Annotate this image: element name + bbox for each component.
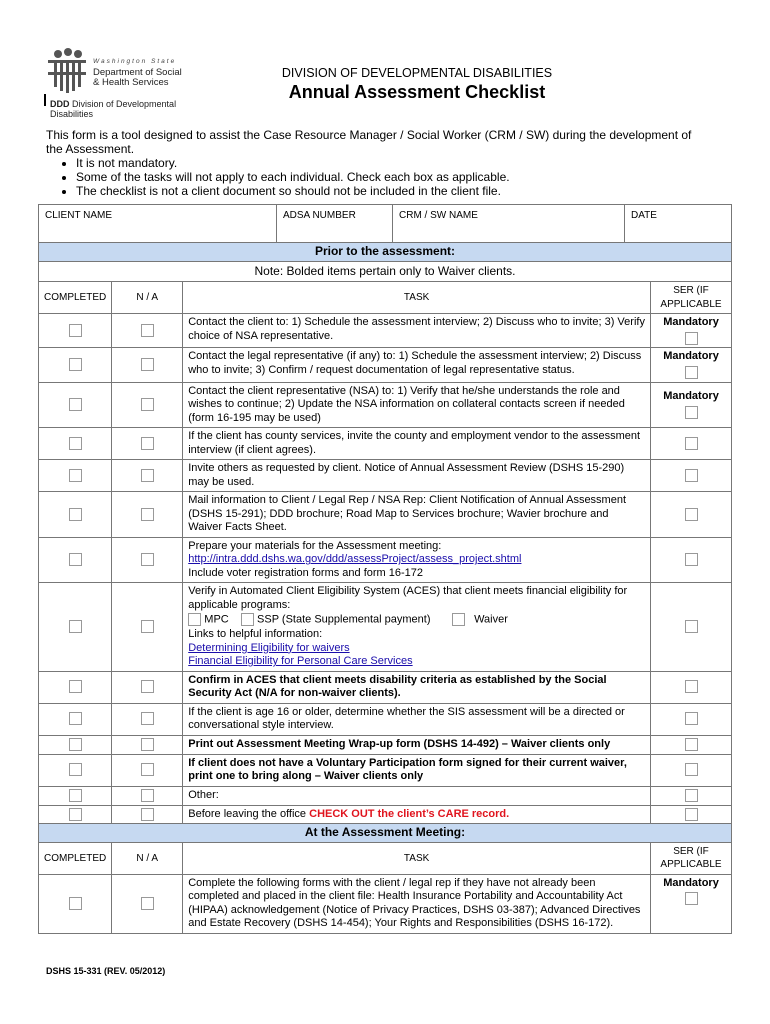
completed-checkbox[interactable] [69, 712, 82, 725]
column-header-row: COMPLETED N / A TASK SER (IF APPLICABLE [39, 282, 732, 314]
na-checkbox[interactable] [141, 358, 154, 371]
na-checkbox[interactable] [141, 324, 154, 337]
task-row: Complete the following forms with the client / legal rep if they have not already been completed and placed in the client file: Health Insurance Portability and Accountability Act (HIPAA) acknowledgement (Notice of Privacy Practices, DSHS 03-387); Advanced Directives and Estate Recovery (DSHS 14-454); Your Rights and Responsibilities (DSHS 16-172). Mandatory [39, 874, 732, 933]
date-field[interactable]: DATE [625, 205, 732, 248]
intro [46, 128, 706, 198]
na-checkbox[interactable] [141, 437, 154, 450]
task-row: If the client is age 16 or older, determine whether the SIS assessment will be a directed or conversational style interview. [39, 703, 732, 735]
task-row: Contact the legal representative (if any) to: 1) Schedule the assessment interview; 2) Discuss who to invite; 3) Confirm / request documentation of legal representative status. Mandatory [39, 348, 732, 382]
task-row: If client does not have a Voluntary Participation form signed for their current waiver, print one to bring along – Waiver clients only [39, 754, 732, 786]
eligibility-options: MPC SSP (State Supplemental payment) Waiver [188, 613, 645, 627]
waiver-eligibility-link[interactable]: Determining Eligibility for waivers [188, 641, 350, 654]
personal-care-eligibility-link[interactable]: Financial Eligibility for Personal Care Services [188, 655, 413, 668]
completed-checkbox[interactable] [69, 808, 82, 821]
task-row: Mail information to Client / Legal Rep / NSA Rep: Client Notification of Annual Assessment (DSHS 15-291); DDD brochure; Road Map to Services brochure; Wavier brochure and Waiver Facts Sheet. [39, 492, 732, 538]
na-checkbox[interactable] [141, 620, 154, 633]
page-title: Annual Assessment Checklist [288, 82, 546, 102]
na-checkbox[interactable] [141, 808, 154, 821]
na-checkbox[interactable] [141, 738, 154, 751]
logo-state: Washington State [93, 58, 177, 65]
form-number: DSHS 15-331 (REV. 05/2012) [46, 966, 166, 976]
na-checkbox[interactable] [141, 398, 154, 411]
logo-ddd: DDD Division of Developmental [50, 99, 177, 109]
adsa-number-field[interactable]: ADSA NUMBER [277, 205, 393, 248]
ser-checkbox[interactable] [685, 763, 698, 776]
ser-checkbox[interactable] [685, 508, 698, 521]
na-checkbox[interactable] [141, 553, 154, 566]
task-row: Verify in Automated Client Eligibility System (ACES) that client meets financial eligibility for applicable programs: MPC SSP (State Supplemental payment) Waiver Links to helpful information: Determining Eligibility for waivers Financial Eligibility for Personal Care Services [39, 583, 732, 671]
completed-checkbox[interactable] [69, 789, 82, 802]
column-header-row: COMPLETED N / A TASK SER (IF APPLICABLE [39, 842, 732, 874]
task-row: Print out Assessment Meeting Wrap-up form (DSHS 14-492) – Waiver clients only [39, 735, 732, 754]
task-row: Before leaving the office CHECK OUT the client’s CARE record. [39, 805, 732, 824]
task-row: Contact the client representative (NSA) to: 1) Verify that he/she understands the role and wishes to continue; 2) Update the NSA information on collateral contacts screen if needed (form 16-195 may be used) Mandatory [39, 382, 732, 428]
client-name-field[interactable]: CLIENT NAME [39, 205, 277, 248]
division-heading: DIVISION OF DEVELOPMENTAL DISABILITIES [281, 66, 553, 80]
completed-checkbox[interactable] [69, 763, 82, 776]
bullet: • It is not mandatory. [76, 156, 706, 170]
ser-checkbox[interactable] [685, 553, 698, 566]
crm-sw-name-field[interactable]: CRM / SW NAME [393, 205, 625, 248]
completed-checkbox[interactable] [69, 738, 82, 751]
na-checkbox[interactable] [141, 789, 154, 802]
section-meeting-title: At the Assessment Meeting: [39, 824, 732, 843]
na-checkbox[interactable] [141, 508, 154, 521]
ser-checkbox[interactable] [685, 789, 698, 802]
completed-checkbox[interactable] [69, 469, 82, 482]
na-checkbox[interactable] [141, 712, 154, 725]
completed-checkbox[interactable] [69, 620, 82, 633]
ser-checkbox[interactable] [685, 680, 698, 693]
bullet: • Some of the tasks will not apply to each individual. Check each box as applicable. [76, 170, 706, 184]
section-note: Note: Bolded items pertain only to Waiver clients. [39, 261, 732, 282]
na-checkbox[interactable] [141, 897, 154, 910]
ser-checkbox[interactable] [685, 738, 698, 751]
completed-checkbox[interactable] [69, 508, 82, 521]
ser-checkbox[interactable] [685, 406, 698, 419]
completed-checkbox[interactable] [69, 897, 82, 910]
completed-checkbox[interactable] [69, 324, 82, 337]
task-row: Confirm in ACES that client meets disability criteria as established by the Social Security Act (N/A for non-waiver clients). [39, 671, 732, 703]
task-row: If the client has county services, invite the county and employment vendor to the assessment interview (if client agrees). [39, 428, 732, 460]
task-row: Invite others as requested by client. Notice of Annual Assessment Review (DSHS 15-290) may be used. [39, 460, 732, 492]
bullet: • The checklist is not a client document so should not be included in the client file. [76, 184, 706, 198]
completed-checkbox[interactable] [69, 680, 82, 693]
checklist-table [38, 242, 732, 934]
na-checkbox[interactable] [141, 680, 154, 693]
completed-checkbox[interactable] [69, 437, 82, 450]
ser-checkbox[interactable] [685, 332, 698, 345]
na-checkbox[interactable] [141, 763, 154, 776]
waiver-checkbox[interactable] [452, 613, 465, 626]
ser-checkbox[interactable] [685, 437, 698, 450]
ser-checkbox[interactable] [685, 892, 698, 905]
ser-checkbox[interactable] [685, 366, 698, 379]
completed-checkbox[interactable] [69, 398, 82, 411]
intro-text: This form is a tool designed to assist the Case Resource Manager / Social Worker (CRM / SW) during the development of the Assessment. [46, 128, 692, 156]
task-row: Contact the client to: 1) Schedule the assessment interview; 2) Discuss who to invite; 3) Verify choice of NSA representative. Mandatory [39, 314, 732, 348]
logo-ddd-line2: Disabilities [50, 109, 94, 119]
ser-checkbox[interactable] [685, 712, 698, 725]
task-row: Prepare your materials for the Assessment meeting: http://intra.ddd.dshs.wa.gov/ddd/assessProject/assess_project.shtml Include voter registration forms and form 16-172 [39, 537, 732, 583]
ser-checkbox[interactable] [685, 620, 698, 633]
logo-dept: Department of Social & Health Services [93, 67, 182, 88]
ser-checkbox[interactable] [685, 469, 698, 482]
task-row: Other: [39, 786, 732, 805]
mpc-checkbox[interactable] [188, 613, 201, 626]
ser-checkbox[interactable] [685, 808, 698, 821]
completed-checkbox[interactable] [69, 553, 82, 566]
completed-checkbox[interactable] [69, 358, 82, 371]
assess-project-link[interactable]: http://intra.ddd.dshs.wa.gov/ddd/assessProject/assess_project.shtml [188, 553, 522, 566]
na-checkbox[interactable] [141, 469, 154, 482]
intro-bullets [46, 156, 706, 198]
ssp-checkbox[interactable] [241, 613, 254, 626]
section-prior-title: Prior to the assessment: [39, 243, 732, 262]
